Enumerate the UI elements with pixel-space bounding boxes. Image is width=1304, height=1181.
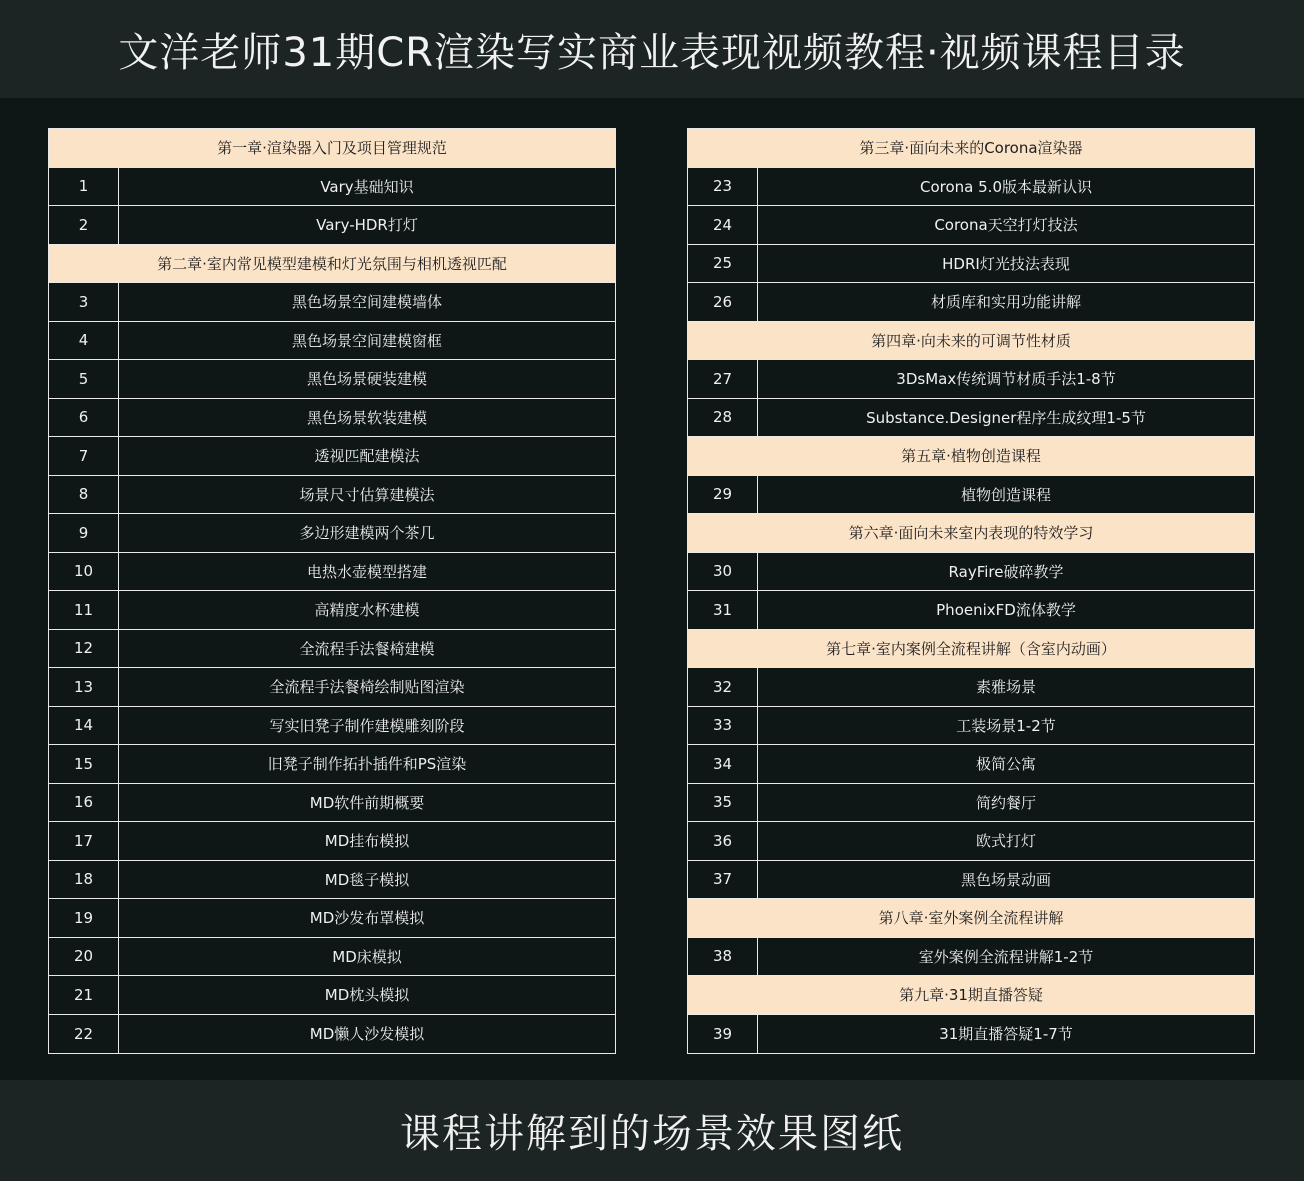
lesson-title: 黑色场景硬装建模: [306, 370, 427, 389]
lesson-title: HDRI灯光技法表现: [942, 254, 1070, 273]
lesson-title: 多边形建模两个茶几: [299, 524, 435, 543]
lesson-title: Vary-HDR打灯: [316, 216, 418, 235]
lesson-row: [49, 399, 615, 438]
lesson-title: 全流程手法餐椅绘制贴图渲染: [269, 678, 465, 697]
lesson-number: 23: [688, 168, 758, 206]
lesson-title: 黑色场景空间建模窗框: [291, 331, 442, 350]
left-table: [48, 128, 616, 1054]
lesson-number: 29: [688, 476, 758, 514]
lesson-row: [49, 861, 615, 900]
lesson-title: MD软件前期概要: [309, 793, 425, 812]
lesson-title: 全流程手法餐椅建模: [299, 639, 435, 658]
lesson-row: [49, 553, 615, 592]
lesson-row: [688, 822, 1254, 861]
lesson-number: 10: [49, 553, 119, 591]
lesson-row: [688, 938, 1254, 977]
lesson-number: 9: [49, 514, 119, 552]
lesson-number: 4: [49, 322, 119, 360]
lesson-number: 24: [688, 206, 758, 244]
lesson-row: [688, 784, 1254, 823]
lesson-row: [688, 399, 1254, 438]
lesson-title: RayFire破碎教学: [948, 562, 1064, 581]
page-title: 文洋老师31期CR渲染写实商业表现视频教程·视频课程目录: [118, 29, 1186, 76]
lesson-title: 工装场景1-2节: [956, 716, 1056, 735]
lesson-number: 27: [688, 360, 758, 398]
lesson-row: [49, 822, 615, 861]
lesson-row: [49, 168, 615, 207]
lesson-title: 素雅场景: [975, 678, 1036, 697]
lesson-number: 18: [49, 861, 119, 899]
lesson-number: 14: [49, 707, 119, 745]
lesson-title: 植物创造课程: [960, 485, 1051, 504]
lesson-row: [688, 168, 1254, 207]
lesson-number: 21: [49, 976, 119, 1014]
lesson-row: [49, 976, 615, 1015]
lesson-number: 31: [688, 591, 758, 629]
footer-title: 课程讲解到的场景效果图纸: [400, 1111, 904, 1157]
lesson-title: 简约餐厅: [975, 793, 1036, 812]
lesson-number: 35: [688, 784, 758, 822]
lesson-number: 30: [688, 553, 758, 591]
lesson-number: 37: [688, 861, 758, 899]
chapter-heading: 第七章·室内案例全流程讲解（含室内动画）: [688, 630, 1254, 669]
lesson-row: [49, 745, 615, 784]
lesson-number: 16: [49, 784, 119, 822]
lesson-title: 极简公寓: [975, 755, 1036, 774]
lesson-number: 20: [49, 938, 119, 976]
lesson-row: [49, 360, 615, 399]
lesson-number: 22: [49, 1015, 119, 1054]
chapter-heading: 第六章·面向未来室内表现的特效学习: [688, 514, 1254, 553]
course-catalog: [0, 98, 1304, 1080]
lesson-row: [49, 206, 615, 245]
lesson-title: MD挂布模拟: [324, 832, 410, 851]
lesson-title: MD沙发布罩模拟: [309, 909, 425, 928]
lesson-row: [688, 591, 1254, 630]
lesson-title: 欧式打灯: [975, 832, 1036, 851]
lesson-number: 3: [49, 283, 119, 321]
lesson-row: [688, 707, 1254, 746]
lesson-row: [49, 707, 615, 746]
lesson-number: 1: [49, 168, 119, 206]
chapter-heading: 第一章·渲染器入门及项目管理规范: [49, 129, 615, 168]
lesson-number: 15: [49, 745, 119, 783]
lesson-number: 8: [49, 476, 119, 514]
lesson-title: 旧凳子制作拓扑插件和PS渲染: [267, 755, 467, 774]
lesson-number: 26: [688, 283, 758, 321]
lesson-row: [688, 283, 1254, 322]
lesson-number: 12: [49, 630, 119, 668]
lesson-title: Vary基础知识: [320, 177, 414, 196]
lesson-number: 5: [49, 360, 119, 398]
lesson-title: 黑色场景动画: [960, 870, 1051, 889]
chapter-heading: 第九章·31期直播答疑: [688, 976, 1254, 1015]
lesson-row: [49, 283, 615, 322]
lesson-title: PhoenixFD流体教学: [936, 601, 1076, 620]
lesson-number: 34: [688, 745, 758, 783]
lesson-number: 33: [688, 707, 758, 745]
lesson-row: [49, 322, 615, 361]
chapter-heading: 第五章·植物创造课程: [688, 437, 1254, 476]
lesson-row: [688, 245, 1254, 284]
chapter-heading: 第三章·面向未来的Corona渲染器: [688, 129, 1254, 168]
lesson-row: [49, 591, 615, 630]
chapter-heading: 第二章·室内常见模型建模和灯光氛围与相机透视匹配: [49, 245, 615, 284]
lesson-title: 黑色场景空间建模墙体: [291, 293, 442, 312]
lesson-title: 场景尺寸估算建模法: [299, 485, 435, 504]
lesson-number: 7: [49, 437, 119, 475]
lesson-row: [49, 630, 615, 669]
lesson-number: 32: [688, 668, 758, 706]
lesson-row: [49, 938, 615, 977]
lesson-title: 黑色场景软装建模: [306, 408, 427, 427]
lesson-row: [688, 553, 1254, 592]
lesson-title: 31期直播答疑1-7节: [939, 1025, 1073, 1044]
lesson-title: 3DsMax传统调节材质手法1-8节: [896, 370, 1116, 389]
lesson-title: 高精度水杯建模: [314, 601, 420, 620]
chapter-heading: 第四章·向未来的可调节性材质: [688, 322, 1254, 361]
lesson-row: [688, 668, 1254, 707]
right-table: [687, 128, 1255, 1054]
lesson-title: 材质库和实用功能讲解: [930, 293, 1081, 312]
lesson-number: 13: [49, 668, 119, 706]
lesson-number: 39: [688, 1015, 758, 1054]
lesson-number: 38: [688, 938, 758, 976]
lesson-row: [688, 476, 1254, 515]
lesson-number: 19: [49, 899, 119, 937]
lesson-row: [688, 206, 1254, 245]
lesson-row: [49, 437, 615, 476]
lesson-row: [688, 360, 1254, 399]
chapter-heading: 第八章·室外案例全流程讲解: [688, 899, 1254, 938]
lesson-number: 17: [49, 822, 119, 860]
lesson-row: [688, 1015, 1254, 1054]
lesson-title: Substance.Designer程序生成纹理1-5节: [866, 408, 1146, 427]
lesson-row: [49, 514, 615, 553]
lesson-title: 室外案例全流程讲解1-2节: [918, 947, 1094, 966]
lesson-row: [49, 899, 615, 938]
lesson-row: [49, 668, 615, 707]
lesson-number: 36: [688, 822, 758, 860]
lesson-number: 6: [49, 399, 119, 437]
lesson-row: [49, 1015, 615, 1054]
lesson-title: Corona天空打灯技法: [934, 216, 1078, 235]
lesson-title: Corona 5.0版本最新认识: [920, 177, 1092, 196]
lesson-row: [688, 861, 1254, 900]
lesson-number: 25: [688, 245, 758, 283]
lesson-row: [688, 745, 1254, 784]
lesson-title: MD懒人沙发模拟: [309, 1025, 425, 1044]
lesson-row: [49, 476, 615, 515]
lesson-number: 11: [49, 591, 119, 629]
lesson-title: MD毯子模拟: [324, 870, 410, 889]
lesson-title: 写实旧凳子制作建模雕刻阶段: [269, 716, 465, 735]
lesson-title: MD枕头模拟: [324, 986, 410, 1005]
lesson-title: 电热水壶模型搭建: [306, 562, 427, 581]
lesson-title: 透视匹配建模法: [314, 447, 420, 466]
lesson-number: 28: [688, 399, 758, 437]
lesson-number: 2: [49, 206, 119, 244]
lesson-row: [49, 784, 615, 823]
footer-bar: [0, 1080, 1304, 1181]
lesson-title: MD床模拟: [332, 947, 402, 966]
header-bar: [0, 0, 1304, 98]
